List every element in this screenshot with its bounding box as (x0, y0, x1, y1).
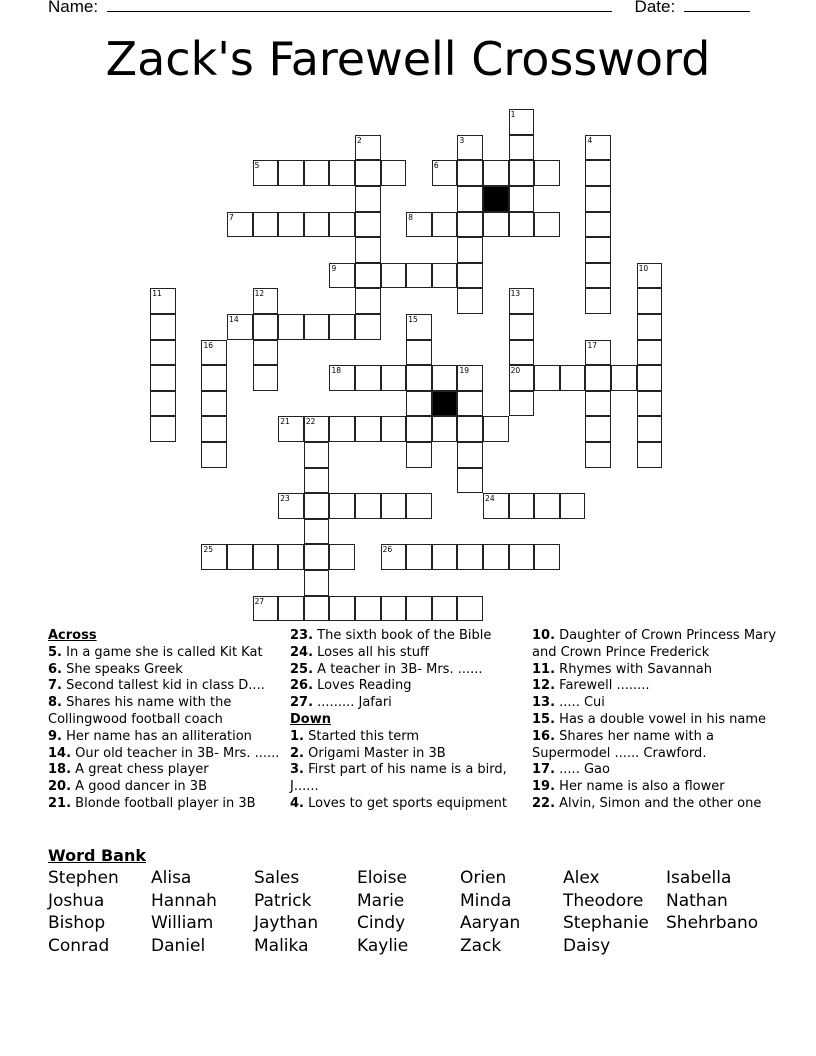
down-clue (532, 662, 782, 679)
grid-cell[interactable] (253, 544, 279, 570)
grid-cell[interactable] (227, 212, 253, 238)
grid-cell[interactable] (637, 442, 663, 468)
grid-cell[interactable] (201, 340, 227, 366)
grid-cell[interactable] (585, 391, 611, 417)
grid-cell[interactable] (585, 263, 611, 289)
word-bank-item: Marie (357, 890, 405, 911)
word-bank-item: Patrick (254, 890, 312, 911)
grid-cell[interactable] (457, 186, 483, 212)
down-clue (532, 779, 782, 796)
word-bank-item: Stephen (48, 868, 119, 888)
grid-cell[interactable] (457, 391, 483, 417)
date-field[interactable] (684, 0, 750, 12)
across-clue (48, 746, 283, 763)
grid-cell[interactable] (611, 365, 637, 391)
clue-text: In a game she is called Kit Kat (61, 644, 263, 660)
grid-cell[interactable] (150, 314, 176, 340)
word-bank-item: William (151, 913, 214, 934)
grid-cell[interactable] (381, 596, 407, 622)
clue-number: 26 (382, 545, 393, 555)
clue-text: Origami Master in 3B (303, 745, 446, 761)
clues-column-1 (48, 628, 283, 813)
grid-cell[interactable] (406, 365, 432, 391)
grid-cell[interactable] (227, 544, 253, 570)
clue-number: 14 (229, 315, 239, 325)
grid-cell[interactable] (381, 544, 407, 570)
word-bank-item: Bishop (48, 913, 106, 934)
clue-text: ..... Cui (555, 695, 605, 711)
word-bank-item: Sales (254, 868, 300, 888)
grid-cell[interactable] (637, 391, 663, 417)
down-clue (532, 796, 782, 813)
grid-cell[interactable] (406, 212, 432, 238)
grid-cell[interactable] (432, 416, 458, 442)
grid-cell[interactable] (304, 416, 330, 442)
clue-text: Has a double vowel in his name (555, 711, 766, 727)
grid-cell[interactable] (253, 365, 279, 391)
clue-number: 7. (48, 678, 62, 694)
down-clue (290, 746, 525, 763)
word-bank-item: Zack (460, 935, 502, 956)
grid-cell[interactable] (278, 416, 304, 442)
down-clue (290, 796, 525, 813)
grid-cell[interactable] (457, 442, 483, 468)
clue-text: Loves to get sports equipment (303, 795, 508, 811)
word-bank-item: Theodore (563, 890, 644, 911)
grid-cell[interactable] (304, 314, 330, 340)
grid-cell[interactable] (201, 442, 227, 468)
word-bank-item: Cindy (357, 913, 406, 934)
grid-cell[interactable] (457, 288, 483, 314)
clue-number: 24 (485, 494, 495, 504)
grid-cell[interactable] (560, 493, 586, 519)
grid-cell[interactable] (381, 493, 407, 519)
grid-cell[interactable] (253, 314, 279, 340)
grid-cell[interactable] (637, 340, 663, 366)
grid-cell[interactable] (483, 493, 509, 519)
grid-cell[interactable] (457, 160, 483, 186)
name-label: Name: (48, 0, 99, 16)
grid-cell[interactable] (355, 160, 381, 186)
grid-cell[interactable] (304, 544, 330, 570)
across-clue (48, 796, 283, 813)
clue-number: 26. (290, 678, 314, 694)
date-label: Date: (634, 0, 676, 16)
clue-text: She speaks Greek (61, 661, 183, 677)
clues-column-2 (290, 628, 525, 813)
word-bank-item: Minda (460, 890, 512, 911)
grid-cell[interactable] (509, 544, 535, 570)
grid-cell[interactable] (150, 416, 176, 442)
grid-cell[interactable] (432, 160, 458, 186)
grid-cell[interactable] (560, 365, 586, 391)
word-bank-title: Word Bank (48, 846, 147, 865)
clue-number: 24. (290, 644, 314, 660)
clue-number: 21. (48, 795, 72, 811)
grid-cell[interactable] (150, 365, 176, 391)
clue-number: 3. (290, 762, 304, 778)
grid-cell[interactable] (278, 493, 304, 519)
black-cell (432, 391, 458, 417)
across-clue (290, 695, 525, 712)
clue-text: Started this term (303, 728, 419, 744)
clue-number: 22. (532, 795, 556, 811)
grid-cell[interactable] (457, 212, 483, 238)
clue-text: Farewell ........ (555, 678, 650, 694)
grid-cell[interactable] (355, 596, 381, 622)
grid-cell[interactable] (355, 186, 381, 212)
word-bank-item: Daisy (563, 935, 611, 956)
grid-cell[interactable] (304, 212, 330, 238)
grid-cell[interactable] (150, 340, 176, 366)
across-clue (48, 762, 283, 779)
clue-text: A good dancer in 3B (71, 779, 207, 795)
clue-number: 21 (280, 417, 290, 427)
grid-cell[interactable] (509, 135, 535, 161)
word-bank-item: Eloise (357, 868, 407, 888)
grid-cell[interactable] (432, 596, 458, 622)
grid-cell[interactable] (585, 416, 611, 442)
grid-cell[interactable] (278, 596, 304, 622)
grid-cell[interactable] (406, 263, 432, 289)
down-clue (532, 762, 782, 779)
across-clue (48, 779, 283, 796)
clue-number: 19. (532, 779, 556, 795)
clue-number: 9 (331, 263, 337, 273)
clue-number: 10 (638, 263, 649, 273)
grid-cell[interactable] (253, 288, 279, 314)
down-clue (532, 695, 782, 712)
page-title: Zack's Farewell Crossword (105, 32, 711, 86)
grid-cell[interactable] (278, 160, 304, 186)
grid-cell[interactable] (585, 442, 611, 468)
clue-number: 13. (532, 695, 556, 711)
grid-cell[interactable] (304, 442, 330, 468)
grid-cell[interactable] (201, 416, 227, 442)
clue-number: 11 (152, 289, 162, 299)
clue-text: ..... Gao (555, 762, 610, 778)
grid-cell[interactable] (278, 212, 304, 238)
grid-cell[interactable] (637, 416, 663, 442)
clue-number: 1. (290, 728, 304, 744)
clue-number: 18 (331, 366, 341, 376)
down-clue (532, 628, 782, 662)
word-bank-item: Nathan (666, 890, 728, 911)
grid-cell[interactable] (637, 288, 663, 314)
grid-cell[interactable] (329, 160, 355, 186)
grid-cell[interactable] (585, 186, 611, 212)
grid-cell[interactable] (509, 160, 535, 186)
down-clue (532, 678, 782, 695)
grid-cell[interactable] (329, 365, 355, 391)
grid-cell[interactable] (355, 212, 381, 238)
clue-number: 5. (48, 644, 62, 660)
grid-cell[interactable] (457, 468, 483, 494)
clue-text: Loves Reading (313, 678, 412, 694)
grid-cell[interactable] (150, 288, 176, 314)
clue-number: 12. (532, 678, 556, 694)
grid-cell[interactable] (534, 212, 560, 238)
grid-cell[interactable] (304, 570, 330, 596)
clue-number: 23. (290, 628, 314, 643)
clue-text: Loses all his stuff (313, 644, 429, 660)
clue-number: 14. (48, 745, 72, 761)
clue-text: Her name is also a flower (555, 779, 725, 795)
across-clue (48, 729, 283, 746)
grid-cell[interactable] (355, 365, 381, 391)
clue-text: First part of his name is a bird, J...... (290, 762, 507, 795)
grid-cell[interactable] (253, 340, 279, 366)
clue-number: 2. (290, 745, 304, 761)
clue-text: Shares his name with the Collingwood football coach (48, 695, 232, 727)
across-clue (48, 695, 283, 729)
word-bank-item: Hannah (151, 890, 217, 911)
grid-cell[interactable] (355, 263, 381, 289)
grid-cell[interactable] (201, 365, 227, 391)
grid-cell[interactable] (457, 263, 483, 289)
across-clue (48, 645, 283, 662)
grid-cell[interactable] (329, 212, 355, 238)
across-clue (48, 678, 283, 695)
clue-number: 7 (229, 212, 234, 222)
clue-number: 15 (408, 315, 418, 325)
grid-cell[interactable] (201, 391, 227, 417)
grid-cell[interactable] (509, 340, 535, 366)
grid-cell[interactable] (329, 263, 355, 289)
down-clue (290, 762, 525, 796)
clue-text: The sixth book of the Bible (313, 628, 492, 643)
across-clue (48, 662, 283, 679)
grid-cell[interactable] (457, 365, 483, 391)
grid-cell[interactable] (509, 212, 535, 238)
word-bank-item: Kaylie (357, 935, 409, 956)
grid-cell[interactable] (457, 416, 483, 442)
grid-cell[interactable] (406, 314, 432, 340)
grid-cell[interactable] (509, 493, 535, 519)
word-bank-item: Alex (563, 868, 600, 888)
grid-cell[interactable] (304, 519, 330, 545)
grid-cell[interactable] (355, 135, 381, 161)
grid-cell[interactable] (509, 109, 535, 135)
grid-cell[interactable] (278, 314, 304, 340)
name-field[interactable] (107, 0, 612, 12)
grid-cell[interactable] (534, 365, 560, 391)
clue-text: Rhymes with Savannah (555, 661, 712, 677)
clue-text: Shares her name with a Supermodel ...... Crawford. (532, 728, 714, 761)
across-clue (290, 678, 525, 695)
clue-number: 20. (48, 779, 72, 795)
word-bank-item: Daniel (151, 935, 206, 956)
clue-text: Second tallest kid in class D.... (61, 678, 265, 694)
grid-cell[interactable] (329, 493, 355, 519)
clue-number: 22 (305, 417, 316, 427)
clue-number: 6. (48, 661, 62, 677)
grid-cell[interactable] (329, 314, 355, 340)
grid-cell[interactable] (355, 237, 381, 263)
grid-cell[interactable] (457, 237, 483, 263)
grid-cell[interactable] (304, 468, 330, 494)
grid-cell[interactable] (483, 160, 509, 186)
clue-text: Our old teacher in 3B- Mrs. ...... (71, 745, 280, 761)
grid-cell[interactable] (534, 544, 560, 570)
grid-cell[interactable] (329, 544, 355, 570)
clue-number: 15. (532, 711, 556, 727)
clue-number: 4 (587, 135, 593, 145)
grid-cell[interactable] (201, 544, 227, 570)
grid-cell[interactable] (406, 493, 432, 519)
grid-cell[interactable] (355, 314, 381, 340)
grid-cell[interactable] (483, 212, 509, 238)
grid-cell[interactable] (457, 544, 483, 570)
clue-number: 6 (433, 161, 439, 171)
word-bank-item: Aaryan (460, 913, 521, 934)
clue-number: 1 (510, 110, 516, 120)
clue-text: Alvin, Simon and the other one (555, 795, 762, 811)
grid-cell[interactable] (585, 365, 611, 391)
word-bank-item: Joshua (48, 890, 105, 911)
down-heading: Down (290, 711, 331, 727)
grid-cell[interactable] (509, 186, 535, 212)
clue-number: 17. (532, 762, 556, 778)
clue-number: 19 (459, 366, 469, 376)
grid-cell[interactable] (381, 160, 407, 186)
clue-text: Blonde football player in 3B (71, 795, 256, 811)
grid-cell[interactable] (432, 365, 458, 391)
grid-cell[interactable] (227, 314, 253, 340)
clue-number: 27. (290, 695, 314, 711)
clue-number: 8 (408, 212, 414, 222)
grid-cell[interactable] (381, 416, 407, 442)
clue-number: 23 (280, 494, 290, 504)
grid-cell[interactable] (406, 340, 432, 366)
grid-cell[interactable] (253, 596, 279, 622)
clue-number: 16 (203, 340, 213, 350)
grid-cell[interactable] (304, 160, 330, 186)
across-clue (290, 628, 525, 645)
grid-cell[interactable] (355, 288, 381, 314)
grid-cell[interactable] (355, 493, 381, 519)
grid-cell[interactable] (381, 263, 407, 289)
grid-cell[interactable] (304, 596, 330, 622)
word-bank-item: Shehrbano (666, 913, 759, 934)
grid-cell[interactable] (509, 288, 535, 314)
grid-cell[interactable] (509, 365, 535, 391)
clue-text: Daughter of Crown Princess Mary and Crown Prince Frederick (532, 628, 777, 660)
word-bank-item: Malika (254, 935, 309, 956)
clue-number: 16. (532, 728, 556, 744)
word-bank (48, 867, 788, 957)
across-heading: Across (48, 628, 97, 643)
word-bank-item: Stephanie (563, 913, 649, 934)
grid-cell[interactable] (534, 493, 560, 519)
grid-cell[interactable] (406, 391, 432, 417)
clue-number: 27 (254, 596, 265, 606)
grid-cell[interactable] (585, 340, 611, 366)
black-cell (483, 186, 509, 212)
grid-cell[interactable] (457, 135, 483, 161)
clue-number: 11. (532, 661, 556, 677)
grid-cell[interactable] (509, 314, 535, 340)
clue-number: 25 (203, 545, 213, 555)
clue-text: ......... Jafari (313, 695, 392, 711)
clue-text: A teacher in 3B- Mrs. ...... (313, 661, 483, 677)
grid-cell[interactable] (585, 160, 611, 186)
grid-cell[interactable] (304, 493, 330, 519)
name-date-header (48, 0, 748, 17)
clue-number: 13 (510, 289, 521, 299)
grid-cell[interactable] (509, 391, 535, 417)
grid-cell[interactable] (432, 263, 458, 289)
grid-cell[interactable] (329, 596, 355, 622)
grid-cell[interactable] (585, 237, 611, 263)
word-bank-item: Alisa (151, 868, 192, 888)
word-bank-item: Orien (460, 868, 507, 888)
clue-number: 2 (357, 135, 362, 145)
clue-number: 18. (48, 762, 72, 778)
grid-cell[interactable] (432, 544, 458, 570)
crossword-grid (151, 110, 671, 630)
down-clue (532, 712, 782, 729)
clue-number: 9. (48, 728, 62, 744)
grid-cell[interactable] (355, 416, 381, 442)
word-bank-item: Jaythan (254, 913, 319, 934)
grid-cell[interactable] (406, 544, 432, 570)
clue-number: 17 (587, 340, 597, 350)
grid-cell[interactable] (278, 544, 304, 570)
grid-cell[interactable] (585, 212, 611, 238)
grid-cell[interactable] (585, 288, 611, 314)
grid-cell[interactable] (585, 135, 611, 161)
word-bank-item: Conrad (48, 935, 110, 956)
grid-cell[interactable] (637, 365, 663, 391)
across-clue (290, 662, 525, 679)
clue-number: 25. (290, 661, 314, 677)
grid-cell[interactable] (253, 212, 279, 238)
clue-number: 4. (290, 795, 304, 811)
grid-cell[interactable] (637, 314, 663, 340)
clue-number: 10. (532, 628, 556, 643)
down-clue (532, 729, 782, 763)
grid-cell[interactable] (483, 416, 509, 442)
clue-number: 8. (48, 695, 62, 711)
clues-column-3 (532, 628, 782, 813)
word-bank-item: Isabella (666, 868, 732, 888)
clue-text: Her name has an alliteration (61, 728, 252, 744)
grid-cell[interactable] (406, 416, 432, 442)
clue-number: 12 (254, 289, 265, 299)
grid-cell[interactable] (432, 212, 458, 238)
clue-number: 20 (510, 366, 521, 376)
grid-cell[interactable] (150, 391, 176, 417)
clue-number: 3 (459, 135, 465, 145)
clue-number: 5 (254, 161, 260, 171)
clue-text: A great chess player (71, 762, 209, 778)
grid-cell[interactable] (406, 596, 432, 622)
grid-cell[interactable] (381, 365, 407, 391)
grid-cell[interactable] (483, 544, 509, 570)
grid-cell[interactable] (637, 263, 663, 289)
down-clue (290, 729, 525, 746)
grid-cell[interactable] (457, 596, 483, 622)
grid-cell[interactable] (329, 416, 355, 442)
grid-cell[interactable] (253, 160, 279, 186)
grid-cell[interactable] (534, 160, 560, 186)
across-clue (290, 645, 525, 662)
grid-cell[interactable] (406, 442, 432, 468)
